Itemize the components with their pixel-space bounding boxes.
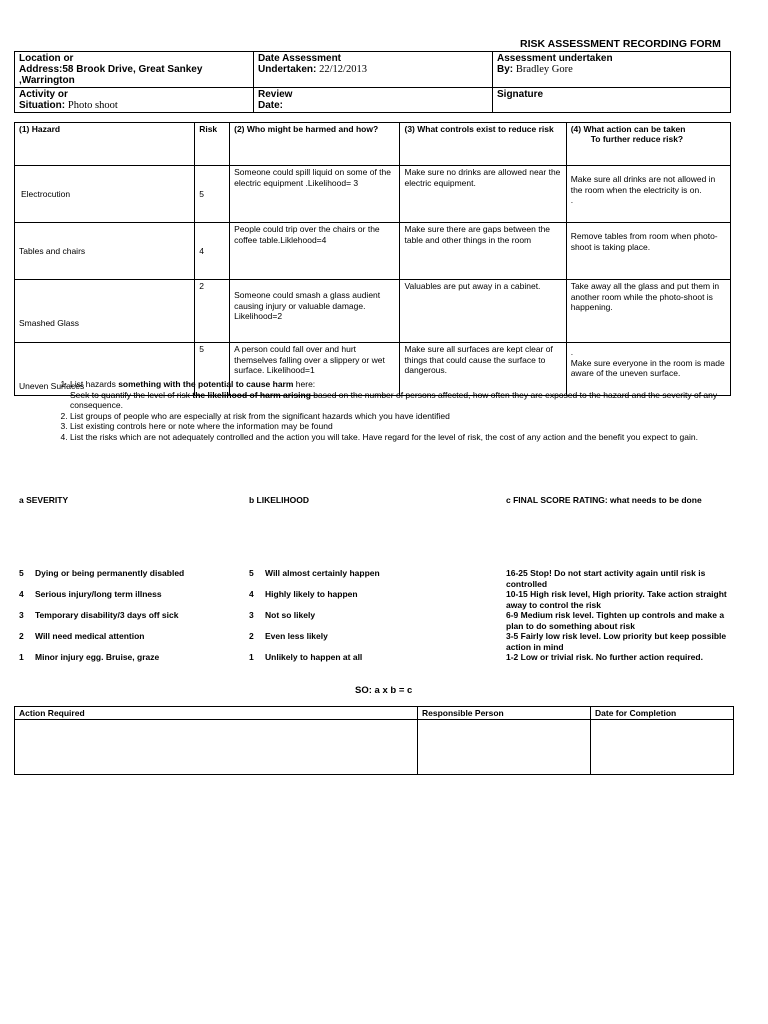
list-item: [19, 610, 184, 631]
table-row: [15, 720, 734, 775]
list-item: [249, 589, 380, 610]
list-item: 1-2 Low or trivial risk. No further action required.: [506, 652, 703, 662]
address-value: 58 Brook Drive, Great Sankey ,Warrington: [19, 64, 203, 86]
list-item: 6-9 Medium risk level. Tighten up controls and make a plan to do something about risk: [506, 610, 725, 631]
table-row: [15, 166, 731, 223]
note-1: [70, 379, 736, 411]
action-header-line1: (4) What action can be taken: [570, 124, 686, 134]
action-table-header: [15, 707, 734, 720]
list-item: 10-15 High risk level, High priority. Take action straight away to control the risk: [506, 589, 727, 610]
scale-text: Unlikely to happen at all: [265, 652, 363, 662]
note-3: 3. List existing controls here or note where the information may be found: [70, 421, 736, 432]
note-4: 4. List the risks which are not adequately controlled and the action you will take. Have regard for the level of risk, the cost of any action and the benefit you expect to gain.: [70, 432, 736, 443]
scale-num: 1: [249, 652, 254, 662]
review-label: Review: [258, 89, 293, 100]
action-cell: [566, 223, 730, 280]
hazard-table-header: [15, 123, 731, 166]
risk-cell: 4: [195, 223, 230, 280]
scale-text: Highly likely to happen: [265, 589, 358, 599]
scale-text: Will almost certainly happen: [265, 568, 380, 578]
date-assessment-cell: [254, 52, 493, 88]
controls-cell: Valuables are put away in a cabinet.: [400, 280, 566, 343]
list-item: 3-5 Fairly low risk level. Low priority but keep possible action in mind: [506, 631, 727, 652]
situation-label: Situation:: [19, 100, 66, 111]
list-item: [249, 631, 380, 652]
instructions: [56, 379, 736, 442]
responsible-person-field[interactable]: [418, 720, 591, 775]
scale-num: 2: [19, 631, 24, 641]
action-required-field[interactable]: [15, 720, 418, 775]
situation-value: Photo shoot: [67, 100, 118, 111]
hazard-cell: Electrocution: [15, 166, 195, 223]
action-text: Make sure everyone in the room is made aware of the uneven surface.: [570, 357, 725, 378]
final-score-heading: c FINAL SCORE RATING: what needs to be done: [506, 495, 702, 505]
severity-heading: a SEVERITY: [19, 495, 69, 505]
activity-label: Activity or: [19, 89, 68, 100]
signature-cell: [493, 88, 731, 113]
scale-text: Minor injury egg. Bruise, graze: [35, 652, 160, 662]
who-cell: Someone could spill liquid on some of the electric equipment .Likelihood= 3: [230, 166, 400, 223]
review-cell: [254, 88, 493, 113]
note-text: here:: [293, 379, 316, 389]
final-score-list: [506, 568, 728, 663]
action-extra: .: [570, 347, 574, 357]
action-header-line2: To further reduce risk?: [590, 134, 684, 144]
list-item: [249, 652, 380, 673]
risk-cell: 5: [195, 166, 230, 223]
list-item: [19, 589, 184, 610]
action-text: Remove tables from room when photo-shoot is taking place.: [570, 231, 718, 252]
scale-text: Not so likely: [265, 610, 316, 620]
assessment-by-cell: [493, 52, 731, 88]
who-cell: People could trip over the chairs or the coffee table.Liklehood=4: [230, 223, 400, 280]
action-extra: .: [570, 195, 574, 205]
responsible-person-header: Responsible Person: [418, 707, 591, 720]
controls-cell: Make sure all surfaces are kept clear of things that could cause the surface to dangerous.: [400, 343, 566, 396]
action-table: [14, 706, 734, 775]
header-table: [14, 51, 731, 113]
score-formula: SO: a x b = c: [355, 685, 413, 696]
note-text: based on the number of persons affected, how often they are exposed to the hazard and the severity of any consequence.: [70, 389, 718, 410]
controls-cell: Make sure no drinks are allowed near the electric equipment.: [400, 166, 566, 223]
review-date-label: Date:: [258, 100, 284, 111]
hazard-header: (1) Hazard: [15, 123, 195, 166]
risk-cell: 5: [195, 343, 230, 396]
hazard-cell: Smashed Glass: [15, 280, 195, 343]
controls-cell: Make sure there are gaps between the table and other things in the room: [400, 223, 566, 280]
undertaken-label: Undertaken:: [258, 64, 317, 75]
action-text: Make sure all drinks are not allowed in the room when the electricity is on.: [570, 174, 716, 195]
signature-label: Signature: [497, 89, 544, 100]
who-cell: Someone could smash a glass audient causing injury or valuable damage. Likelihood=2: [230, 280, 400, 343]
table-row: [15, 223, 731, 280]
action-text: Take away all the glass and put them in another room while the photo-shoot is happening.: [570, 281, 720, 312]
who-header: (2) Who might be harmed and how?: [230, 123, 400, 166]
note-bold: the likelihood of harm arising: [192, 389, 311, 400]
date-completion-field[interactable]: [591, 720, 734, 775]
scale-num: 5: [19, 568, 24, 578]
scale-text: Dying or being permanently disabled: [35, 568, 185, 578]
activity-cell: [15, 88, 254, 113]
table-row: [15, 280, 731, 343]
date-completion-header: Date for Completion: [591, 707, 734, 720]
scale-text: Even less likely: [265, 631, 328, 641]
risk-cell: 2: [195, 280, 230, 343]
list-item: [19, 631, 184, 652]
likelihood-list: [249, 568, 380, 673]
scale-num: 4: [249, 589, 254, 599]
scale-text: Will need medical attention: [35, 631, 145, 641]
by-label: By:: [497, 64, 514, 75]
scale-num: 3: [19, 610, 24, 620]
action-cell: [566, 166, 730, 223]
list-item: [249, 568, 380, 589]
hazard-cell: Tables and chairs: [15, 223, 195, 280]
by-value: Bradley Gore: [515, 64, 573, 75]
hazard-cell: Uneven Surfaces: [15, 343, 195, 396]
list-item: [249, 610, 380, 631]
likelihood-heading: b LIKELIHOOD: [249, 495, 309, 505]
scale-num: 1: [19, 652, 24, 662]
severity-list: [19, 568, 184, 673]
undertaken-value: 22/12/2013: [319, 64, 367, 75]
location-label: Location or: [19, 53, 74, 64]
location-cell: [15, 52, 254, 88]
action-header: [566, 123, 730, 166]
scale-text: Serious injury/long term illness: [35, 589, 162, 599]
date-assessment-label: Date Assessment: [258, 53, 342, 64]
hazard-table: [14, 122, 731, 396]
action-cell: [566, 280, 730, 343]
risk-header: Risk: [195, 123, 230, 166]
note-2: 2. List groups of people who are especially at risk from the significant hazards which you have identified: [70, 411, 736, 422]
scale-num: 4: [19, 589, 24, 599]
note-text: Seek to quantify the level of risk: [70, 389, 193, 400]
note-text: List hazards: [70, 379, 119, 389]
scale-text: Temporary disability/3 days off sick: [35, 610, 179, 620]
address-label: Address:: [19, 64, 63, 75]
assessment-label: Assessment undertaken: [497, 53, 613, 64]
list-item: [19, 568, 184, 589]
list-item: [19, 652, 184, 673]
form-title: RISK ASSESSMENT RECORDING FORM: [520, 38, 721, 50]
scale-num: 5: [249, 568, 254, 578]
note-bold: something with the potential to cause harm: [118, 379, 294, 389]
list-item: 16-25 Stop! Do not start activity again until risk is controlled: [506, 568, 706, 589]
scale-num: 2: [249, 631, 254, 641]
action-required-header: Action Required: [15, 707, 418, 720]
controls-header: (3) What controls exist to reduce risk: [400, 123, 566, 166]
scale-num: 3: [249, 610, 254, 620]
who-cell: A person could fall over and hurt themselves falling over a slippery or wet surface. Likelihood=1: [230, 343, 400, 396]
